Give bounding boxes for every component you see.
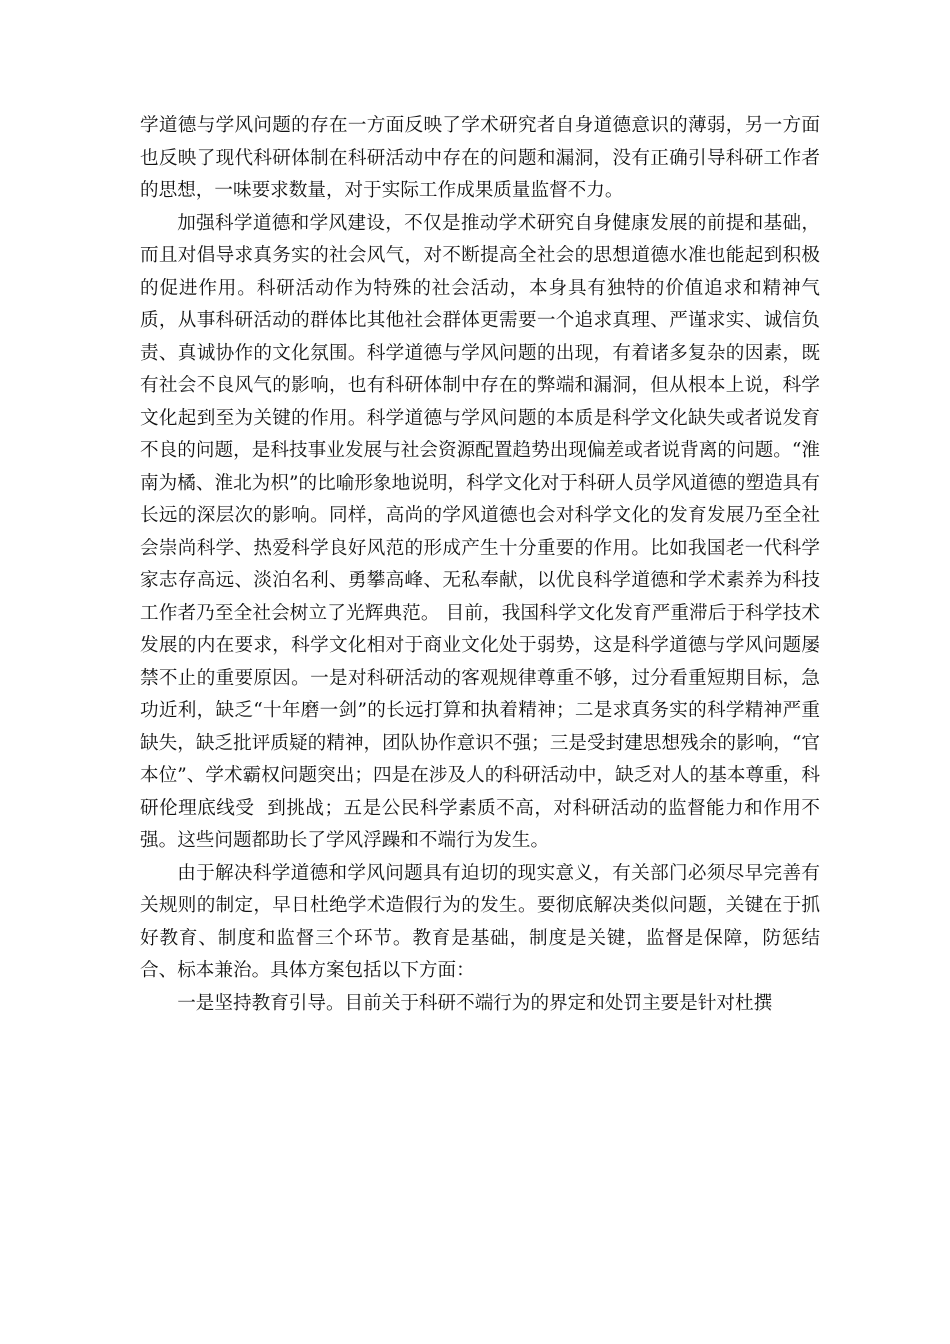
paragraph-3: 由于解决科学道德和学风问题具有迫切的现实意义，有关部门必须尽早完善有关规则的制定，早日杜绝学术造假行为的发生。要彻底解决类似问题，关键在于抓好教育、制度和监督三个环节。教育是基础，制度是关键，监督是保障，防惩结合、标本兼治。具体方案包括以下方面： xyxy=(140,862,820,981)
paragraph-4: 一是坚持教育引导。目前关于科研不端行为的界定和处罚主要是针对杜撰 xyxy=(177,992,773,1014)
document-body xyxy=(140,110,820,1020)
paragraph-1: 学道德与学风问题的存在一方面反映了学术研究者自身道德意识的薄弱，另一方面也反映了现代科研体制在科研活动中存在的问题和漏洞，没有正确引导科研工作者的思想，一味要求数量，对于实际工作成果质量监督不力。 xyxy=(140,115,820,201)
paragraph-2: 加强科学道德和学风建设，不仅是推动学术研究自身健康发展的前提和基础，而且对倡导求真务实的社会风气，对不断提高全社会的思想道德水准也能起到积极的促进作用。科研活动作为特殊的社会活动，本身具有独特的价值追求和精神气质，从事科研活动的群体比其他社会群体更需要一个追求真理、严谨求实、诚信负责、真诚协作的文化氛围。科学道德与学风问题的出现，有着诸多复杂的因素，既有社会不良风气的影响，也有科研体制中存在的弊端和漏洞，但从根本上说，科学文化起到至为关键的作用。科学道德与学风问题的本质是科学文化缺失或者说发育不良的问题，是科技事业发展与社会资源配置趋势出现偏差或者说背离的问题。“淮南为橘、淮北为枳”的比喻形象地说明，科学文化对于科研人员学风道德的塑造具有长远的深层次的影响。同样，高尚的学风道德也会对科学文化的发育发展乃至全社会崇尚科学、热爱科学良好风范的形成产生十分重要的作用。比如我国老一代科学家志存高远、淡泊名利、勇攀高峰、无私奉献，以优良科学道德和学术素养为科技工作者乃至全社会树立了光辉典范。 目前，我国科学文化发育严重滞后于科学技术发展的内在要求，科学文化相对于商业文化处于弱势，这是科学道德与学风问题屡禁不止的重要原因。一是对科研活动的客观规律尊重不够，过分看重短期目标，急功近利，缺乏“十年磨一剑”的长远打算和执着精神；二是求真务实的科学精神严重缺失，缺乏批评质疑的精神，团队协作意识不强；三是受封建思想残余的影响，“官本位”、学术霸权问题突出；四是在涉及人的科研活动中，缺乏对人的基本尊重，科研伦理底线受 到挑战；五是公民科学素质不高，对科研活动的监督能力和作用不强。这些问题都助长了学风浮躁和不端行为发生。 xyxy=(140,212,820,851)
